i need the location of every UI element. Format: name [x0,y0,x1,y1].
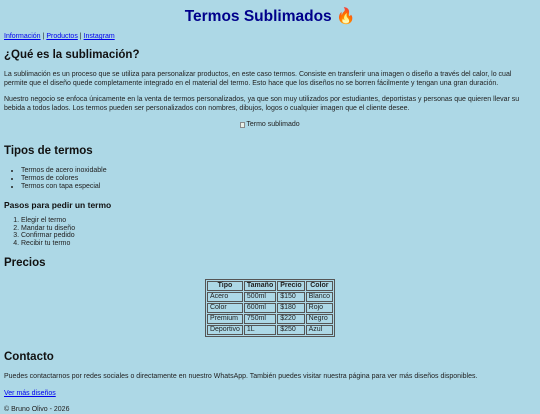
list-item: 4. Recibir tu termo [21,240,536,248]
nav-link-informacion[interactable]: Información [4,33,41,40]
table-row [207,325,333,335]
nav-separator: | [42,33,45,40]
table-cell: Color [207,303,243,313]
list-item: • Termos de acero inoxidable [21,167,536,175]
table-cell: Blanco [306,292,333,302]
about-heading: ¿Qué es la sublimación? [4,49,140,61]
table-cell: Rojo [306,303,333,313]
list-item: • Termos con tapa especial [21,183,536,191]
about-paragraph-1: La sublimación es un proceso que se utiliza para personalizar productos, en este caso termos. Consiste en transferir una imagen o diseño a través del calor, lo cual permite que el diseño quede completamente integrado en el material del termo. Esto hace que los diseños no se borren fácilmente y tengan una gran duración. [4,71,512,87]
column-header-tipo: Tipo [207,281,243,291]
list-item: 1. Elegir el termo [21,217,536,225]
termo-image [4,121,536,131]
table-cell: $220 [277,314,304,324]
nav-separator: | [79,33,82,40]
nav-bar [4,33,536,40]
page [0,7,540,414]
steps-list [4,217,536,248]
types-list [4,167,536,190]
contact-heading: Contacto [4,350,54,363]
table-cell: Acero [207,292,243,302]
column-header-color: Color [306,281,333,291]
table-cell: 600ml [244,303,276,313]
list-item: 3. Confirmar pedido [21,232,536,240]
table-cell: Azul [306,325,333,335]
table-row [207,314,333,324]
column-header-precio: Precio [277,281,304,291]
table-row [207,292,333,302]
table-cell: $180 [277,303,304,313]
termo-image-alt: Termo sublimado [246,121,300,129]
nav-link-productos[interactable]: Productos [46,33,78,40]
table-cell: 1L [244,325,276,335]
table-cell: Deportivo [207,325,243,335]
prices-table [205,279,335,337]
table-header-row [207,281,333,291]
page-title: Termos Sublimados 🔥 [184,8,356,25]
table-row [207,303,333,313]
table-cell: 500ml [244,292,276,302]
nav-link-instagram[interactable]: Instagram [83,33,115,40]
more-designs-link[interactable]: Ver más diseños [4,389,56,397]
prices-heading: Precios [4,256,46,269]
table-cell: Negro [306,314,333,324]
list-item: 2. Mandar tu diseño [21,225,536,233]
about-paragraph-2: Nuestro negocio se enfoca únicamente en la venta de termos personalizados, ya que son muy utilizados por estudiantes, deportistas y personas que quieren llevar su bebida a todos lados. Los termos pueden ser personalizados con nombres, dibujos, logos o cualquier imagen que el cliente desee. [4,96,520,112]
broken-image-icon [240,122,245,128]
steps-heading: Pasos para pedir un termo [4,199,112,210]
table-cell: $150 [277,292,304,302]
contact-text: Puedes contactarnos por redes sociales o directamente en nuestro WhatsApp. También puedes visitar nuestra página para ver más diseños disponibles. [4,372,478,380]
table-cell: $250 [277,325,304,335]
table-cell: Premium [207,314,243,324]
footer-text: © Bruno Olivo - 2026 [4,405,70,413]
types-heading: Tipos de termos [4,145,93,158]
list-item: • Termos de colores [21,175,536,183]
table-cell: 750ml [244,314,276,324]
column-header-tamano: Tamaño [244,281,276,291]
